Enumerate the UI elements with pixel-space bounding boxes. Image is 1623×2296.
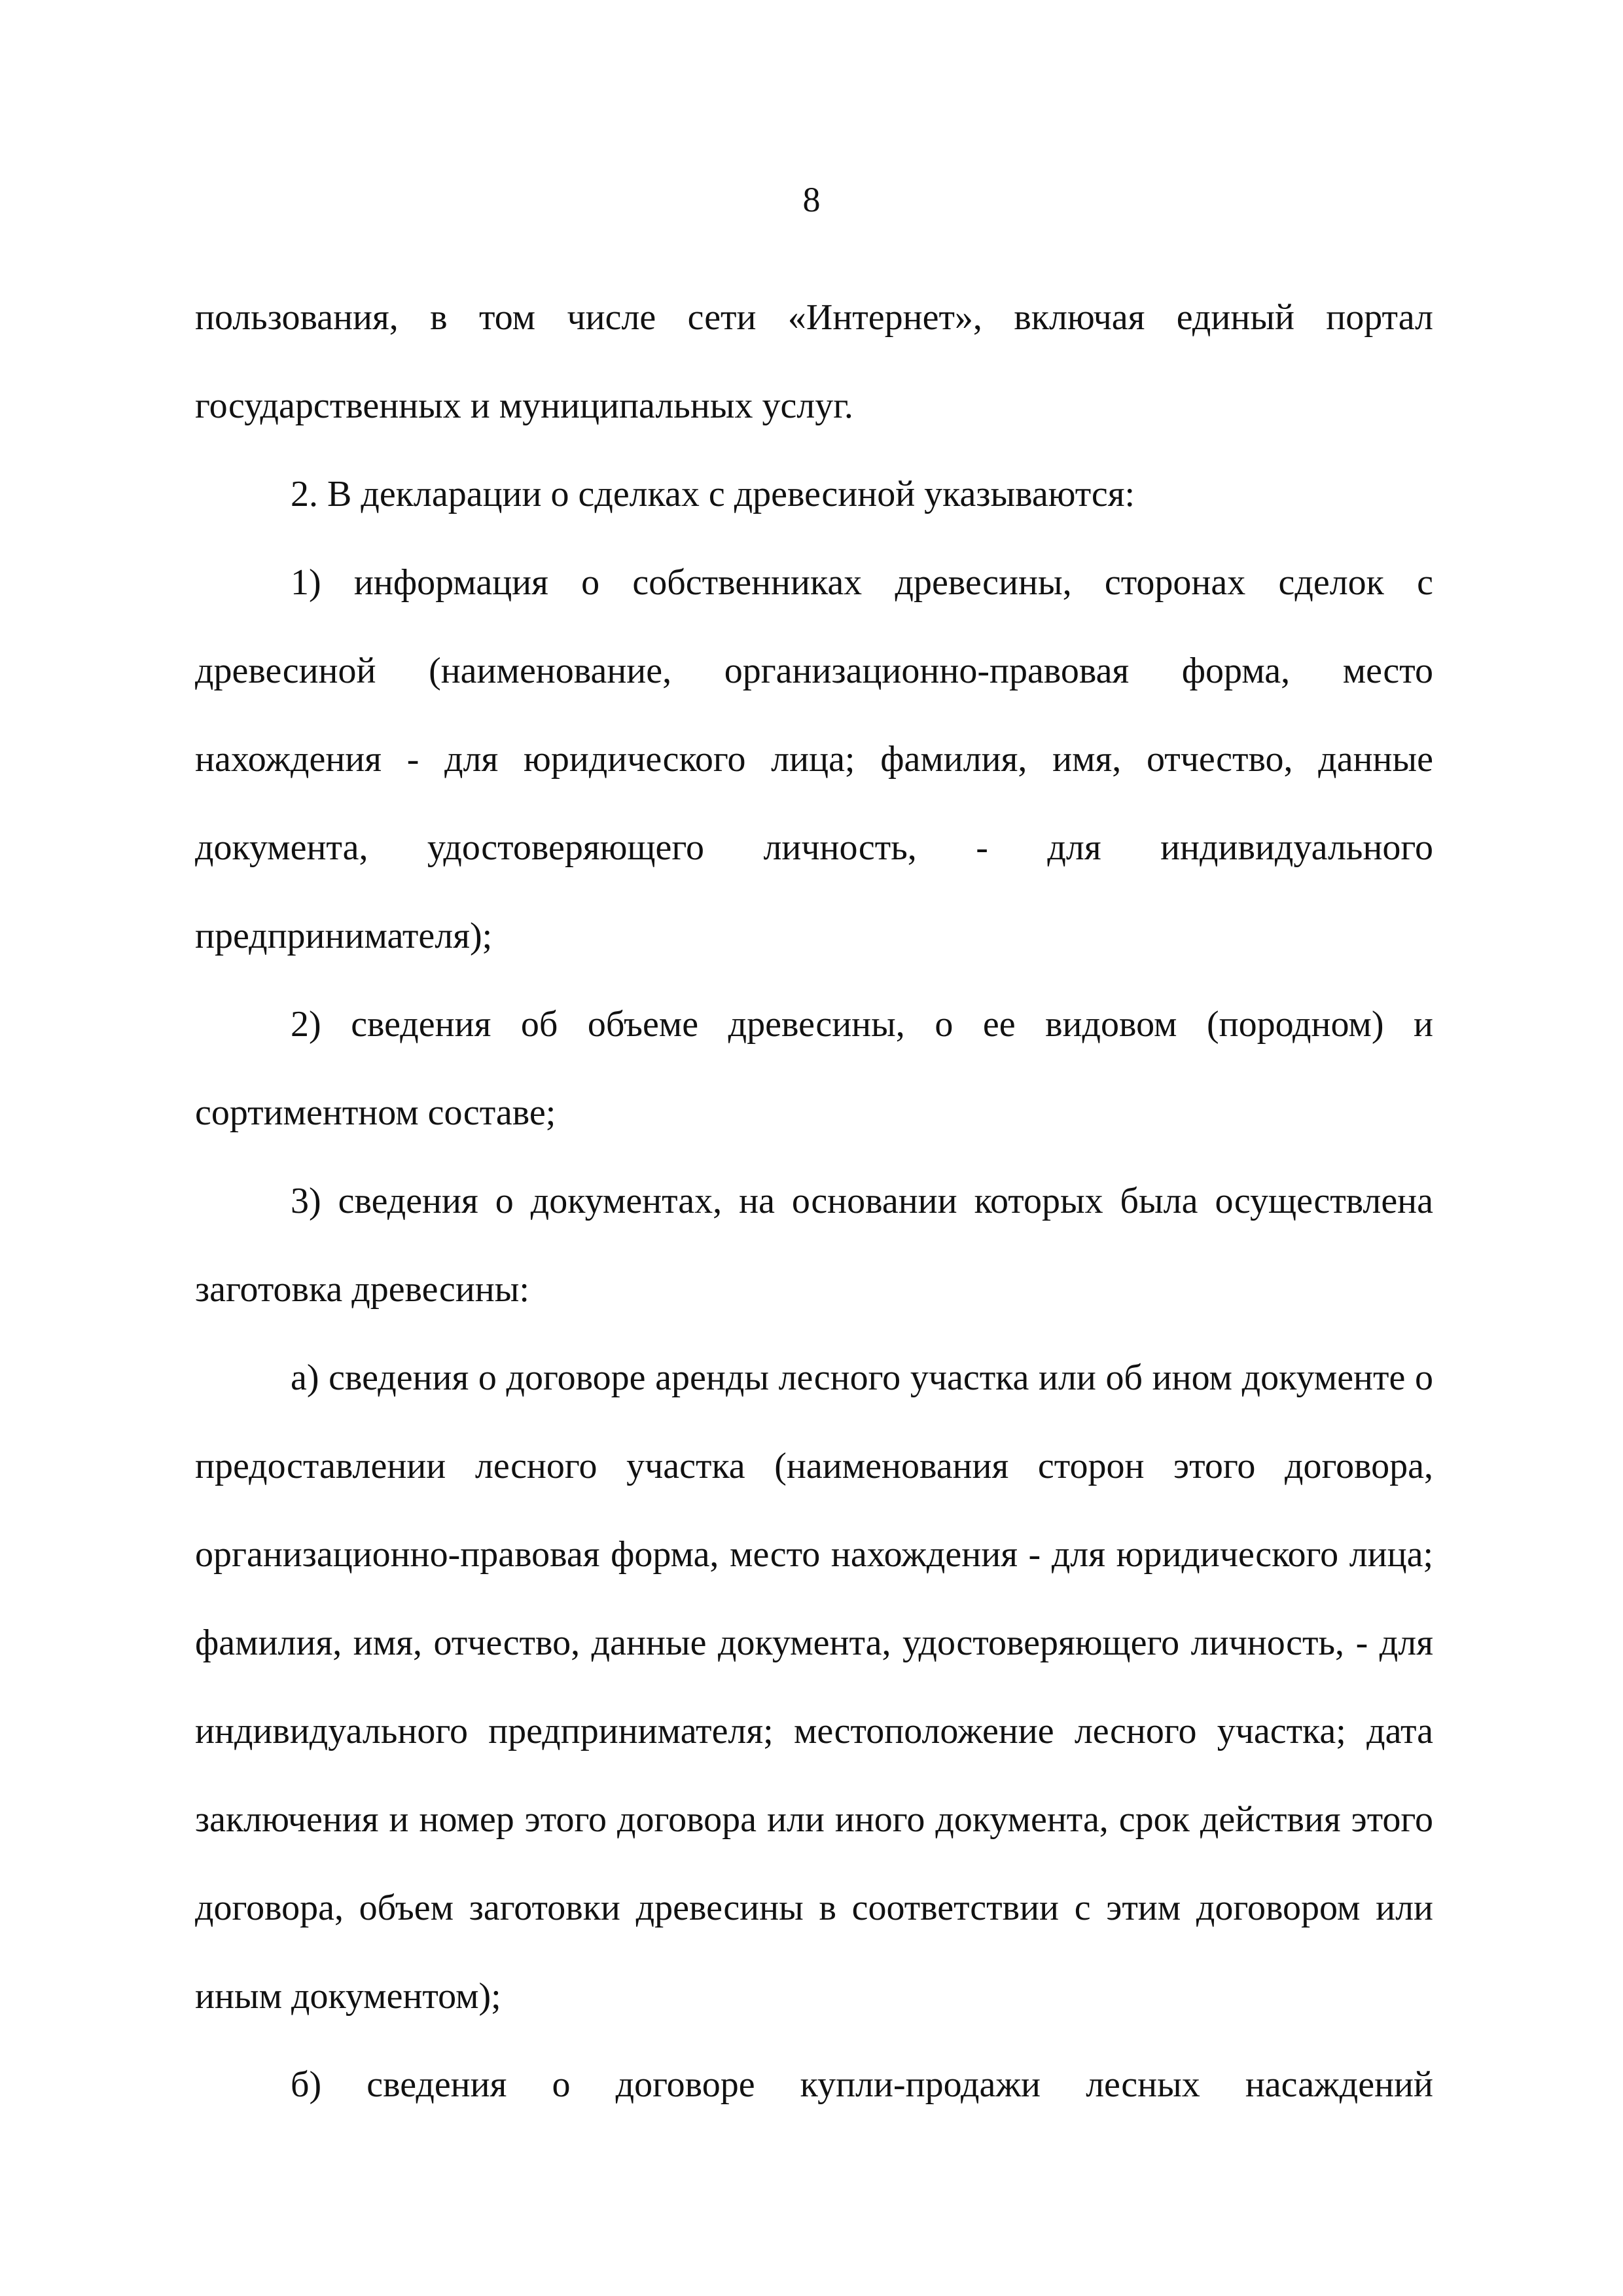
paragraph-subitem-b: б) сведения о договоре купли-продажи лесных насаждений	[291, 2064, 1433, 2105]
document-body	[195, 274, 1433, 2129]
paragraph-subitem-3: 3) сведения о документах, на основании которых была осуществлена заготовка древесины:	[195, 1181, 1433, 1310]
paragraph-subitem-2: 2) сведения об объеме древесины, о ее видовом (породном) и сортиментном составе;	[195, 1004, 1433, 1133]
paragraph-subitem-1: 1) информация о собственниках древесины, сторонах сделок с древесиной (наименование, организационно-правовая форма, место нахождения - для юридического лица; фамилия, имя, отчество, данные документа, удостоверяющего личность, - для индивидуального предпринимателя);	[195, 562, 1433, 956]
paragraph-item-2: 2. В декларации о сделках с древесиной указываются:	[291, 474, 1135, 514]
paragraph-subitem-a: а) сведения о договоре аренды лесного участка или об ином документе о предоставлении лесного участка (наименования сторон этого договора, организационно-правовая форма, место нахождения - для юридического лица; фамилия, имя, отчество, данные документа, удостоверяющего личность, - для индивидуального предпринимателя; местоположение лесного участка; дата заключения и номер этого договора или иного документа, срок действия этого договора, объем заготовки древесины в соответствии с этим договором или иным документом);	[195, 1357, 1433, 2017]
page-number: 8	[802, 180, 821, 219]
paragraph-continuation: пользования, в том числе сети «Интернет», включая единый портал государственных и муниципальных услуг.	[195, 297, 1433, 426]
